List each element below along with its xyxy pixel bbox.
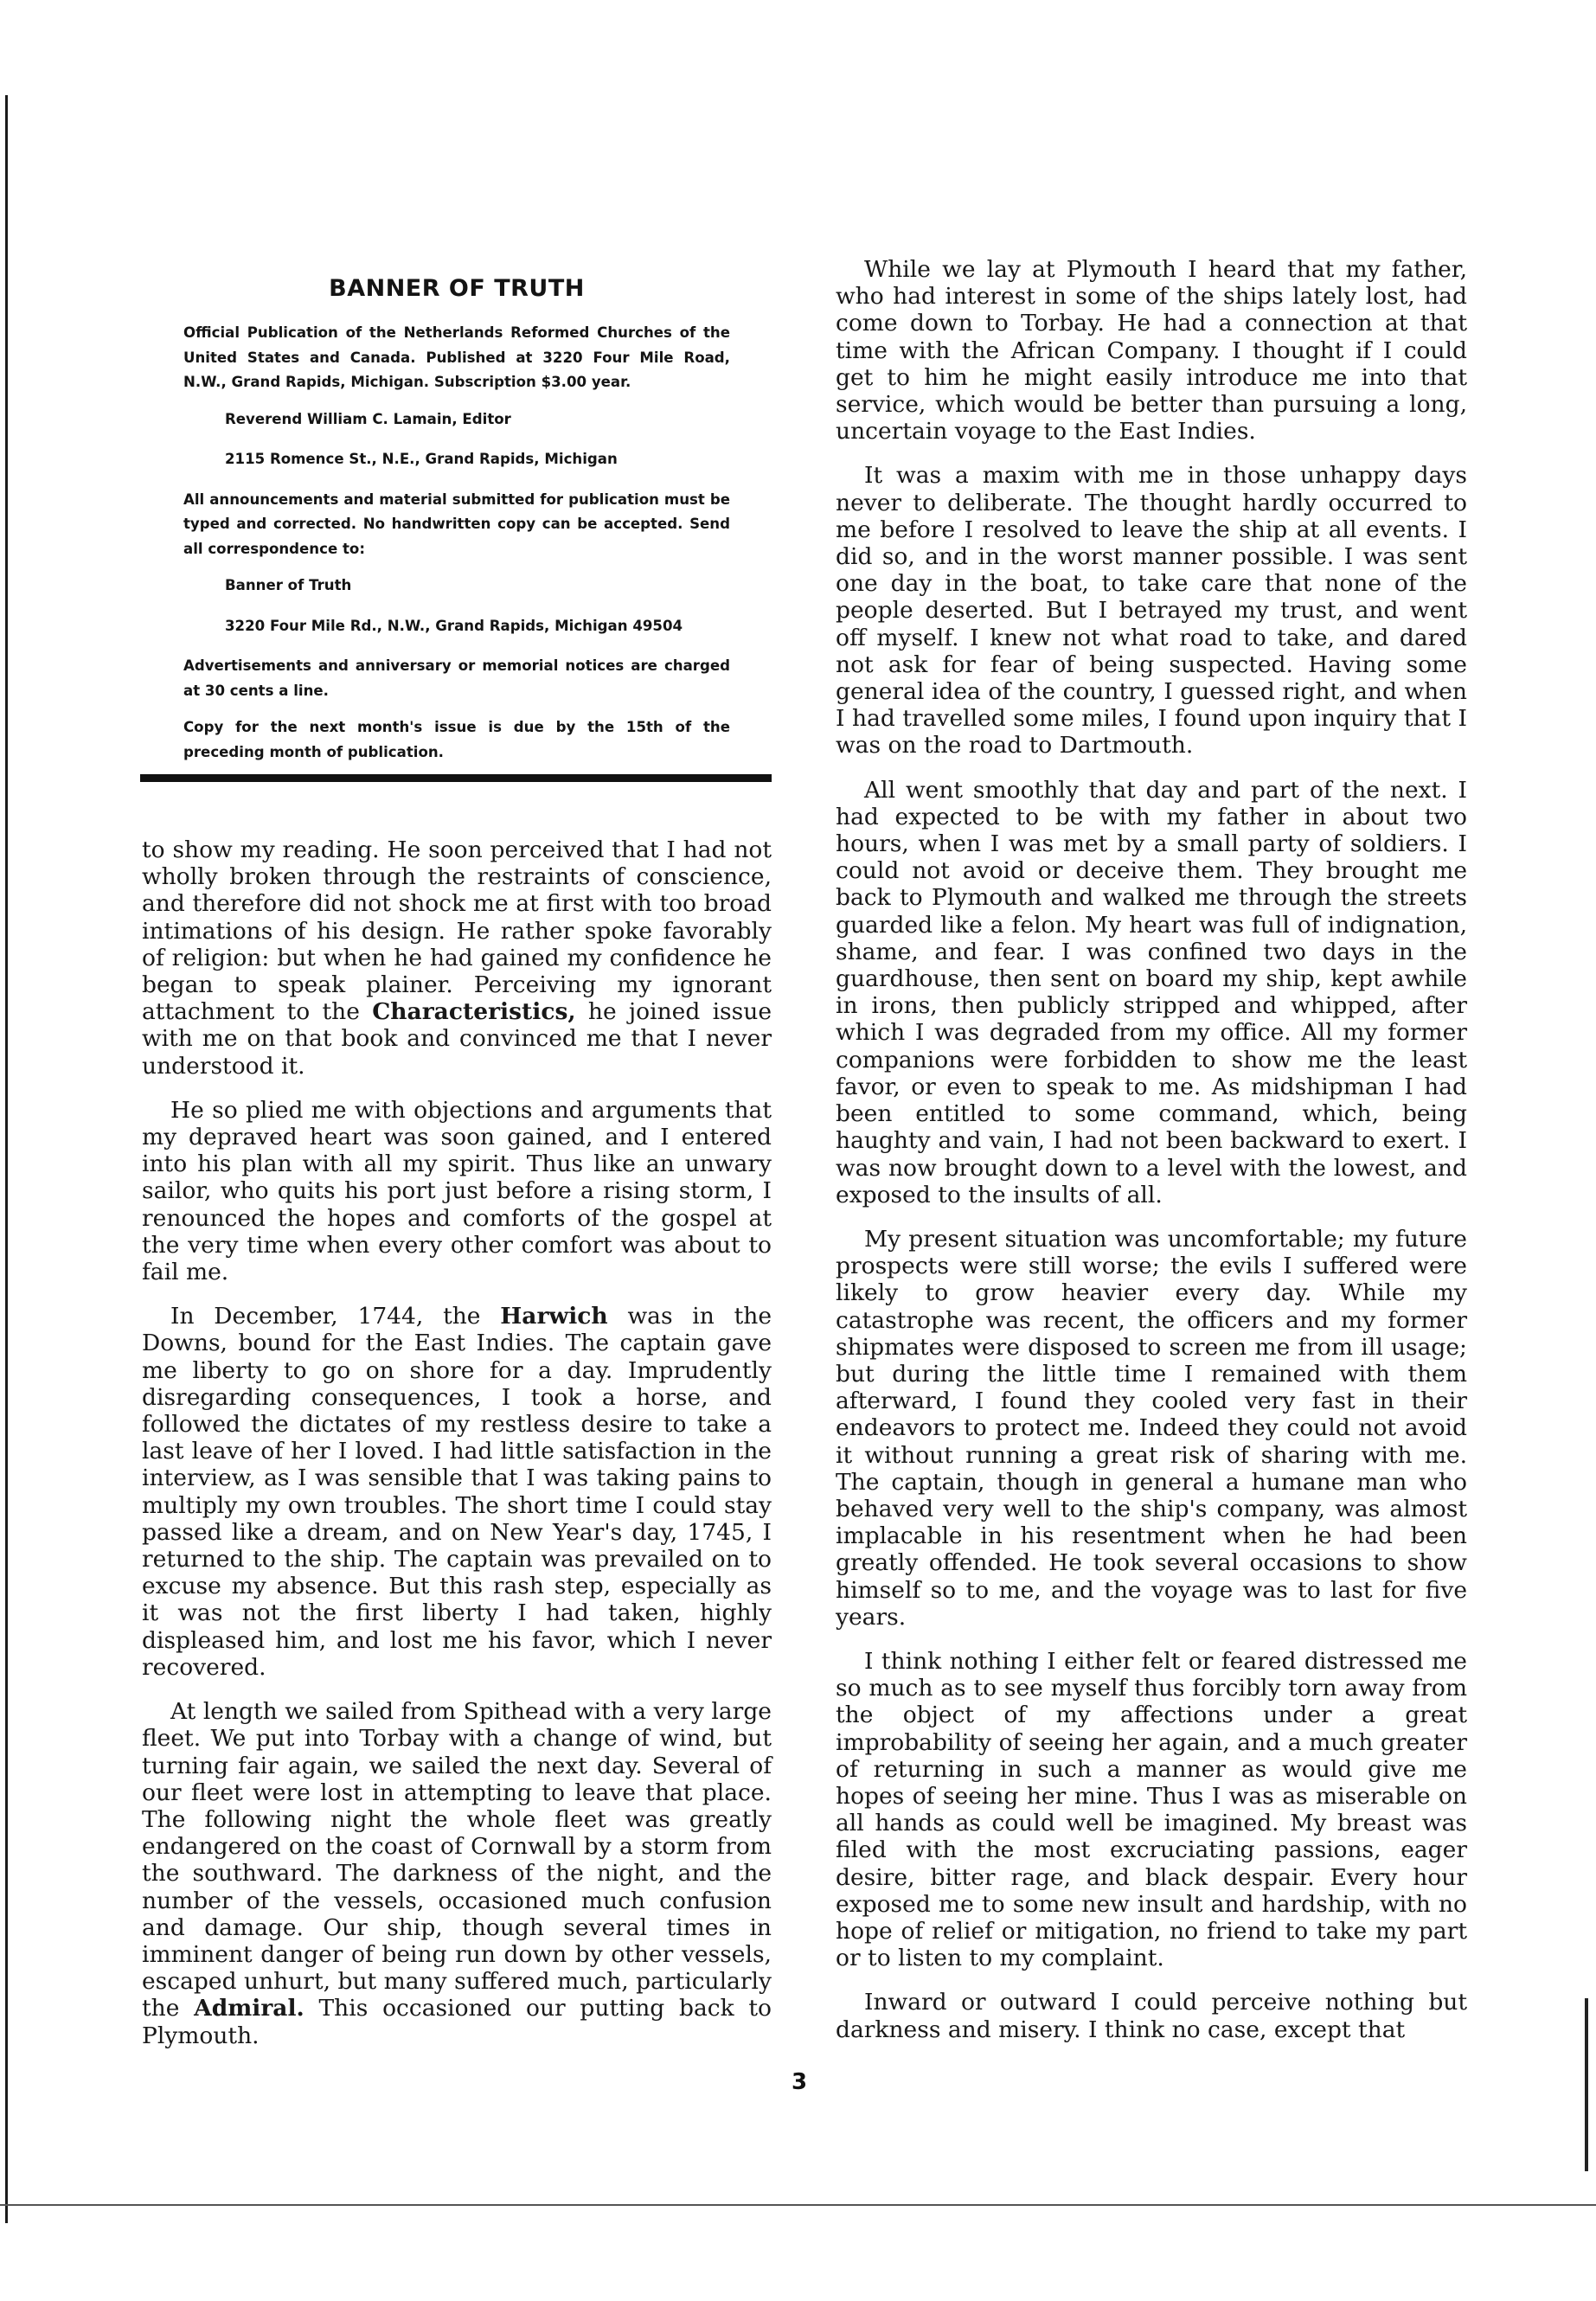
left-p3-bold: Harwich	[500, 1303, 608, 1330]
scan-edge-right	[1585, 1998, 1588, 2171]
masthead-box	[183, 275, 730, 777]
right-paragraph-4: My present situation was uncomfortable; my future prospects were still worse; the evils I suffered were likely to grow heavier every day. While my catastrophe was recent, the officers and my former shipmates were disposed to screen me from ill usage; but during the little time I remained with them afterward, I found they cooled very fast in their endeavors to protect me. Indeed they could not avoid it without running a great risk of sharing with me. The captain, though in general a humane man who behaved very well to the ship's company, was almost implacable in his resentment when he had been greatly offended. He took several occasions to show himself so to me, and the voyage was to last for five years.	[836, 1225, 1467, 1631]
right-paragraph-3: All went smoothly that day and part of the next. I had expected to be with my father in about two hours, when I was met by a small party of soldiers. I could not avoid or deceive them. They brought me back to Plymouth and walked me through the streets guarded like a felon. My heart was full of indignation, shame, and fear. I was confined two days in the guardhouse, then sent on board my ship, kept awhile in irons, then publicly stripped and whipped, after which I was degraded from my office. All my former companions were forbidden to show me the least favor, or even to speak to me. As midshipman I had been entitled to some command, which, being haughty and vain, I had not been backward to exert. I was now brought down to a level with the lowest, and exposed to the insults of all.	[836, 776, 1467, 1208]
correspondence-name: Banner of Truth	[225, 577, 352, 594]
left-p1-text-a: to show my reading. He soon perceived that I had not wholly broken through the restraints of conscience, and therefore did not shock me at first with too broad intimations of his design. He rather spoke favorably of religion: but when he had gained my confidence he began to speak plainer. Perceiving my ignorant attachment to the	[142, 836, 772, 1026]
editor-address: 2115 Romence St., N.E., Grand Rapids, Michigan	[225, 451, 618, 468]
left-paragraph-4	[142, 1698, 772, 2049]
editor-name: Reverend William C. Lamain, Editor	[225, 410, 511, 427]
right-paragraph-1: While we lay at Plymouth I heard that my father, who had interest in some of the ships lately lost, had come down to Torbay. He had a connection at that time with the African Company. I thought if I could get to him he might easily introduce me into that service, which would be better than pursuing a long, uncertain voyage to the East Indies.	[836, 256, 1467, 445]
right-column	[836, 256, 1467, 2061]
advertising-note: Advertisements and anniversary or memorial notices are charged at 30 cents a line.	[183, 657, 730, 699]
scan-edge-left	[5, 95, 8, 2223]
left-p3-text-b: was in the Downs, bound for the East Indies. The captain gave me liberty to go on shore for a day. Imprudently disregarding consequences, I took a horse, and followed the dictates of my restless desire to take a last leave of her I loved. I had little satisfaction in the interview, as I was sensible that I was taking pains to multiply my own troubles. The short time I could stay passed like a dream, and on New Year's day, 1745, I returned to the ship. The captain was prevailed on to excuse my absence. But this rash step, especially as it was not the first liberty I had taken, highly displeased him, and lost me his favor, which I never recovered.	[142, 1303, 772, 1681]
left-p1-bold: Characteristics,	[372, 998, 576, 1026]
right-paragraph-5: I think nothing I either felt or feared distressed me so much as to see myself thus forcibly torn away from the object of my affections under a great improbability of seeing her again, and a much greater of returning in such a manner as would give me hopes of seeing her mine. Thus I was as miserable on all hands as could well be imagined. My breast was filed with the most excruciating passions, eager desire, bitter rage, and black despair. Every hour exposed me to some new insult and hardship, with no hope of relief or mitigation, no friend to take my part or to listen to my complaint.	[836, 1647, 1467, 1972]
publication-info: Official Publication of the Netherlands Reformed Churches of the United States and Canada. Published at 3220 Four Mile Road, N.W., Grand Rapids, Michigan. Subscription $3.00 year.	[183, 324, 730, 391]
left-paragraph-2: He so plied me with objections and arguments that my depraved heart was soon gained, and I entered into his plan with all my spirit. Thus like an unwary sailor, who quits his port just before a rising storm, I renounced the hopes and comforts of the gospel at the very time when every other comfort was about to fail me.	[142, 1096, 772, 1286]
left-p3-text-a: In December, 1744, the	[170, 1303, 501, 1330]
left-paragraph-1	[142, 836, 772, 1080]
correspondence-address: 3220 Four Mile Rd., N.W., Grand Rapids, Michigan 49504	[225, 617, 683, 634]
scan-edge-bottom	[0, 2204, 1596, 2206]
masthead-title: BANNER OF TRUTH	[329, 275, 585, 302]
page-number: 3	[791, 2069, 808, 2095]
left-column	[142, 836, 772, 2067]
left-p4-bold: Admiral.	[194, 1995, 304, 2022]
left-paragraph-3	[142, 1303, 772, 1681]
left-p1-text-b: he joined issue with me on that book and convinced me that I never understood it.	[142, 998, 772, 1080]
right-paragraph-2: It was a maxim with me in those unhappy days never to deliberate. The thought hardly occurred to me before I resolved to leave the ship at all events. I did so, and in the worst manner possible. I was sent one day in the boat, to take care that none of the people deserted. But I betrayed my trust, and went off myself. I knew not what road to take, and dared not ask for fear of being suspected. Having some general idea of the country, I guessed right, and when I had travelled some miles, I found upon inquiry that I was on the road to Dartmouth.	[836, 462, 1467, 760]
submission-note: All announcements and material submitted for publication must be typed and corrected. No handwritten copy can be accepted. Send all correspondence to:	[183, 490, 730, 557]
masthead-rule	[140, 774, 772, 782]
right-paragraph-6: Inward or outward I could perceive nothing but darkness and misery. I think no case, except that	[836, 1989, 1467, 2043]
deadline-note: Copy for the next month's issue is due by the 15th of the preceding month of publication.	[183, 719, 730, 760]
left-p4-text-b: This occasioned our putting back to Plymouth.	[142, 1995, 772, 2049]
left-p4-text-a: At length we sailed from Spithead with a very large fleet. We put into Torbay with a change of wind, but turning fair again, we sailed the next day. Several of our fleet were lost in attempting to leave that place. The following night the whole fleet was greatly endangered on the coast of Cornwall by a storm from the southward. The darkness of the night, and the number of the vessels, occasioned much confusion and damage. Our ship, though several times in imminent danger of being run down by other vessels, escaped unhurt, but many suffered much, particularly the	[142, 1698, 772, 2022]
